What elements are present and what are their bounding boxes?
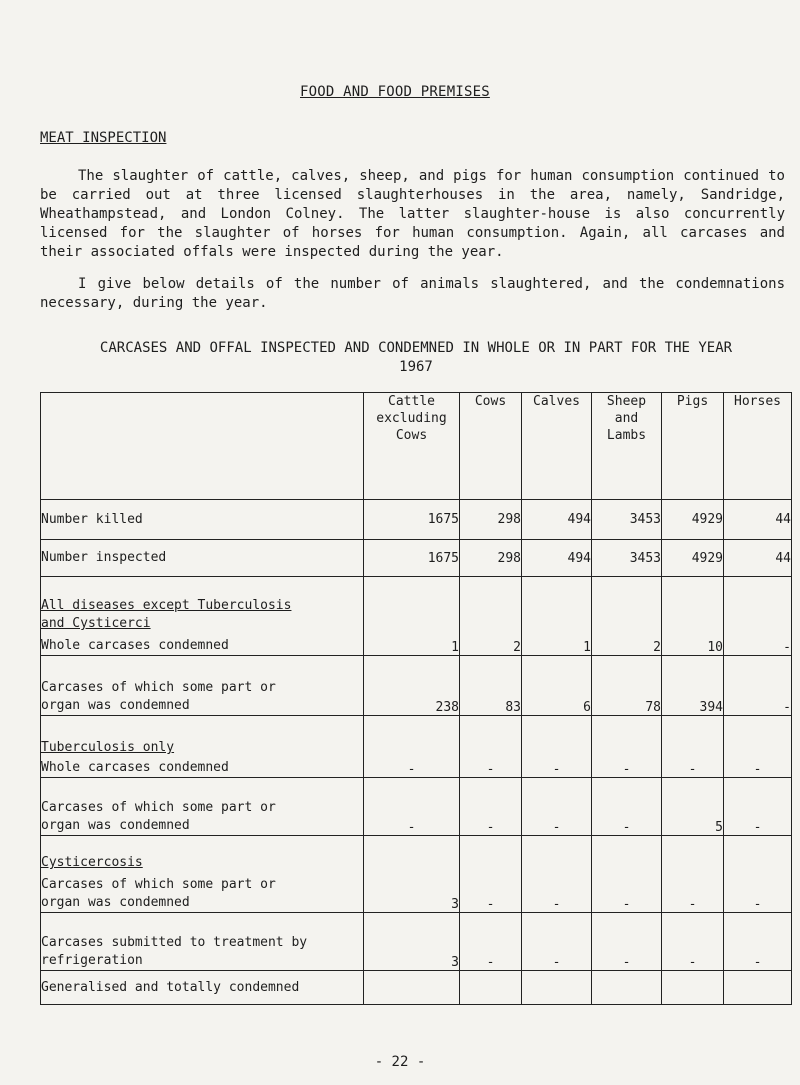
empty-header-cell <box>41 393 364 500</box>
cell: 238 <box>364 656 460 716</box>
table-row <box>41 913 792 971</box>
cell: 2 <box>460 577 522 656</box>
table-row <box>41 836 792 913</box>
row-label: Cysticercosis Carcases of which some part or organ was condemned <box>41 836 364 913</box>
cell: 394 <box>662 656 724 716</box>
cell: 83 <box>460 656 522 716</box>
cell: - <box>724 913 792 971</box>
cell: 494 <box>522 500 592 540</box>
cell: 10 <box>662 577 724 656</box>
cell <box>592 971 662 1005</box>
cell: 78 <box>592 656 662 716</box>
column-header: Horses <box>724 393 792 500</box>
row-label: Carcases of which some part or organ was condemned <box>41 656 364 716</box>
cell: - <box>460 836 522 913</box>
cell: - <box>522 778 592 836</box>
table-row <box>41 656 792 716</box>
column-header: Cows <box>460 393 522 500</box>
table-title <box>40 339 792 377</box>
cell: - <box>460 716 522 778</box>
meat-inspection-table <box>40 392 792 1005</box>
table-row <box>41 971 792 1005</box>
details-paragraph: I give below details of the number of animals slaughtered, and the condemnations necessary, during the year. <box>40 276 785 311</box>
page-title: FOOD AND FOOD PREMISES <box>300 84 490 100</box>
cell: - <box>460 913 522 971</box>
cell <box>522 971 592 1005</box>
table-title-text: CARCASES AND OFFAL INSPECTED AND CONDEMNED IN WHOLE OR IN PART FOR THE YEAR <box>99 340 733 356</box>
cell: - <box>522 836 592 913</box>
cell: - <box>364 716 460 778</box>
row-label: Number inspected <box>41 540 364 577</box>
cell: 1 <box>364 577 460 656</box>
cell: 5 <box>662 778 724 836</box>
table-row <box>41 778 792 836</box>
cell: - <box>662 913 724 971</box>
column-header: Sheep and Lambs <box>592 393 662 500</box>
table-row <box>41 577 792 656</box>
cell: - <box>364 778 460 836</box>
cell: 1675 <box>364 540 460 577</box>
cell: 3453 <box>592 540 662 577</box>
table-row <box>41 716 792 778</box>
cell <box>662 971 724 1005</box>
cell: - <box>592 913 662 971</box>
row-label: Tuberculosis only Whole carcases condemned <box>41 716 364 778</box>
table-row <box>41 500 792 540</box>
cell: 44 <box>724 540 792 577</box>
cell: - <box>460 778 522 836</box>
cell: 1 <box>522 577 592 656</box>
cell: - <box>724 716 792 778</box>
header-row <box>41 393 792 500</box>
cell: 3 <box>364 836 460 913</box>
cell: - <box>522 716 592 778</box>
cell: 1675 <box>364 500 460 540</box>
cell: 44 <box>724 500 792 540</box>
cell: - <box>724 656 792 716</box>
column-header: Pigs <box>662 393 724 500</box>
column-header: Cattle excluding Cows <box>364 393 460 500</box>
cell: - <box>724 778 792 836</box>
row-label: Generalised and totally condemned <box>41 971 364 1005</box>
cell <box>460 971 522 1005</box>
cell: - <box>592 836 662 913</box>
cell: - <box>592 778 662 836</box>
row-label: Carcases submitted to treatment by refrigeration <box>41 913 364 971</box>
row-label: Carcases of which some part or organ was condemned <box>41 778 364 836</box>
cell: 3 <box>364 913 460 971</box>
cell: 4929 <box>662 540 724 577</box>
row-group-heading: All diseases except Tuberculosis and Cysticerci <box>41 598 292 631</box>
row-label: Number killed <box>41 500 364 540</box>
cell: - <box>662 716 724 778</box>
page-number: - 22 - <box>374 1054 426 1070</box>
cell: 298 <box>460 500 522 540</box>
cell: - <box>724 836 792 913</box>
cell: 3453 <box>592 500 662 540</box>
cell: - <box>724 577 792 656</box>
table-row <box>41 540 792 577</box>
cell: - <box>662 836 724 913</box>
section-heading: MEAT INSPECTION <box>40 130 167 146</box>
table-year: 1967 <box>399 359 433 375</box>
intro-paragraph: The slaughter of cattle, calves, sheep, and pigs for human consumption continued to be carried out at three licensed slaughterhouses in the area, namely, Sandridge, Wheathampstead, and London Colney. The latter slaughter-house is also concurrently licensed for the slaughter of horses for human consumption. Again, all carcases and their associated offals were inspected during the year. <box>40 168 785 260</box>
column-header: Calves <box>522 393 592 500</box>
cell: 2 <box>592 577 662 656</box>
row-label: All diseases except Tuberculosis and Cysticerci Whole carcases condemned <box>41 577 364 656</box>
cell: 298 <box>460 540 522 577</box>
cell: - <box>522 913 592 971</box>
row-group-heading: Cysticercosis <box>41 855 143 870</box>
cell: 6 <box>522 656 592 716</box>
cell: 494 <box>522 540 592 577</box>
cell <box>364 971 460 1005</box>
cell: - <box>592 716 662 778</box>
cell <box>724 971 792 1005</box>
row-group-heading: Tuberculosis only <box>41 740 175 755</box>
cell: 4929 <box>662 500 724 540</box>
